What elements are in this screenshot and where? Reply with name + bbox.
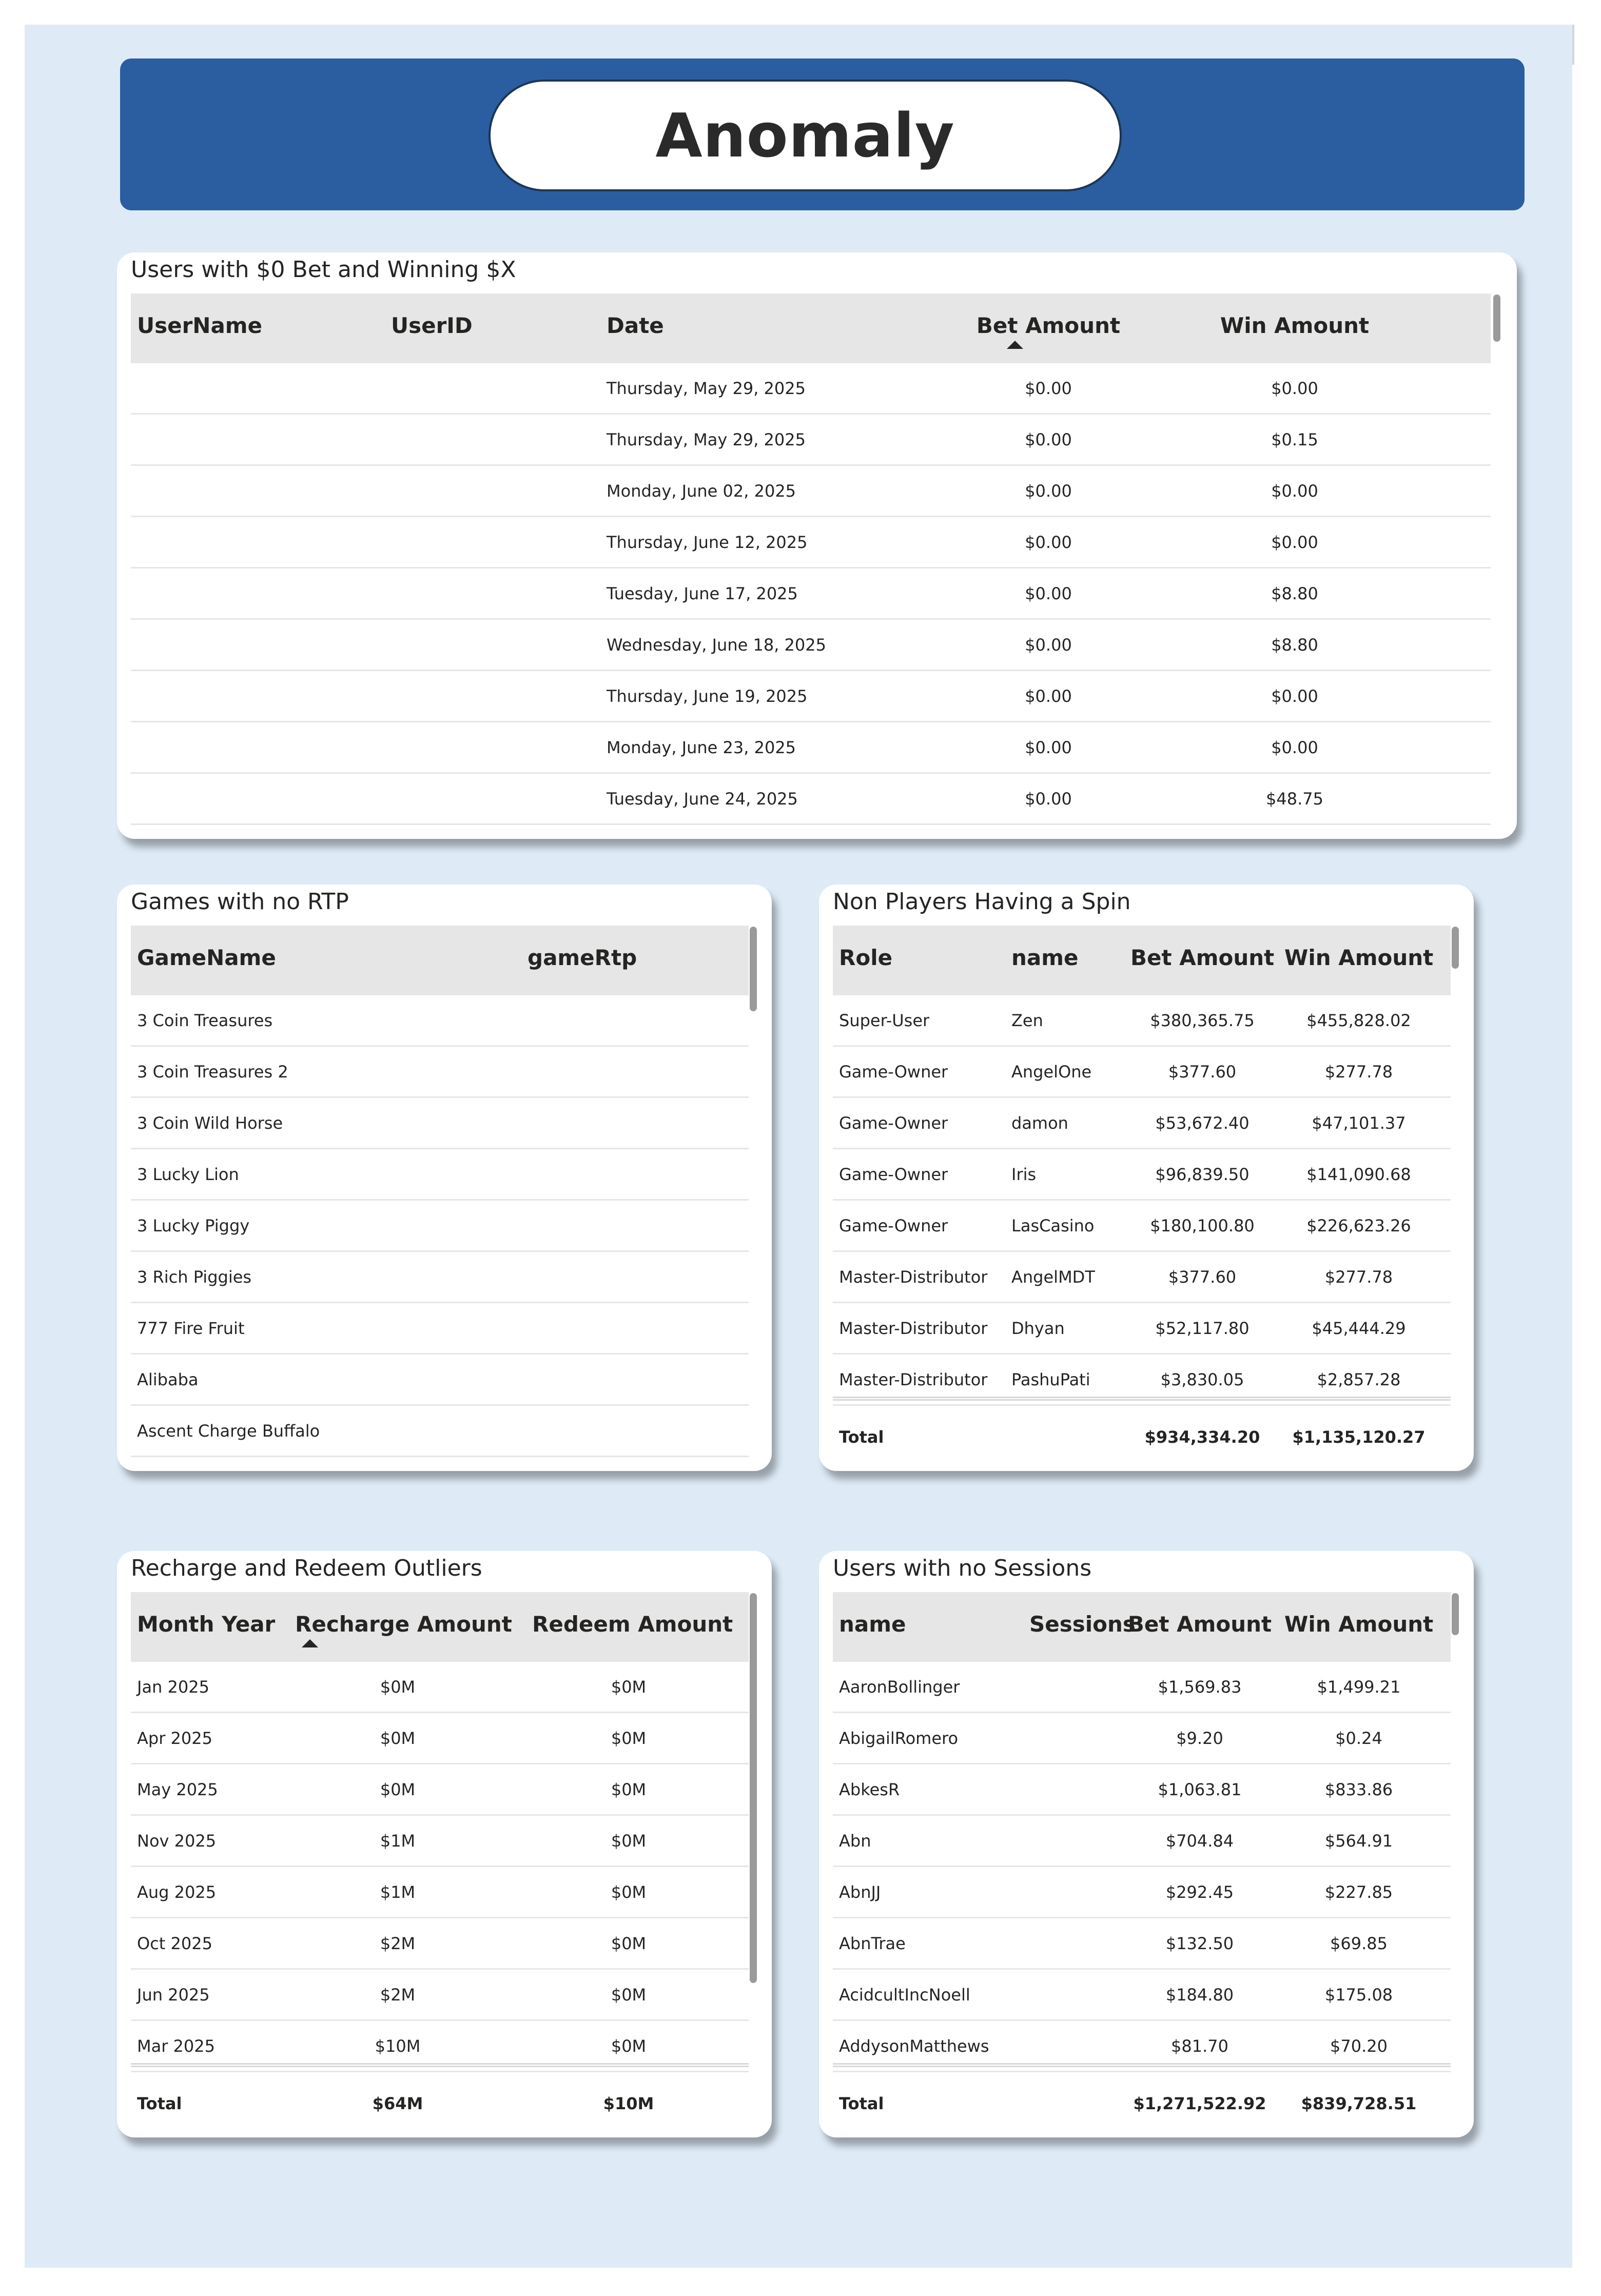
col-header-name[interactable]: name <box>1011 945 1079 970</box>
page-edge-rule <box>1572 25 1574 65</box>
total-separator <box>131 2063 749 2067</box>
table-header <box>131 926 749 995</box>
cell-win: $564.91 <box>1324 1831 1393 1851</box>
cell-redeem: $0M <box>611 1780 647 1799</box>
table-header <box>131 1592 749 1662</box>
col-header-bet[interactable]: Bet Amount <box>1127 1612 1272 1637</box>
cell-bet: $52,117.80 <box>1155 1319 1249 1338</box>
cell-win: $455,828.02 <box>1306 1011 1411 1030</box>
cell-bet: $377.60 <box>1168 1267 1237 1287</box>
cell-bet: $0.00 <box>1025 635 1072 655</box>
scrollbar-thumb[interactable] <box>750 927 757 1011</box>
scrollbar-thumb[interactable] <box>1452 927 1459 969</box>
table-row[interactable] <box>833 1149 1451 1201</box>
cell-date: Thursday, June 12, 2025 <box>607 533 808 552</box>
cell-date: Thursday, May 29, 2025 <box>607 430 806 449</box>
cell-win: $833.86 <box>1324 1780 1393 1799</box>
table-row[interactable] <box>131 415 1491 466</box>
cell-win: $226,623.26 <box>1306 1216 1411 1235</box>
table-row[interactable] <box>131 1867 749 1918</box>
table-row[interactable] <box>131 466 1491 517</box>
cell-name: 3 Rich Piggies <box>137 1267 252 1287</box>
cell-win: $0.24 <box>1335 1729 1382 1748</box>
no-rtp-card <box>117 885 772 1471</box>
cell-role: Game-Owner <box>839 1165 948 1184</box>
cell-name: 3 Coin Treasures 2 <box>137 1062 288 1082</box>
col-header-gamename[interactable]: GameName <box>137 945 276 970</box>
table-header <box>833 926 1451 995</box>
cell-name: AbkesR <box>839 1780 900 1799</box>
cell-name: Dhyan <box>1011 1319 1065 1338</box>
table-row[interactable] <box>131 671 1491 722</box>
cell-bet: $1,063.81 <box>1158 1780 1242 1799</box>
cell-bet: $81.70 <box>1171 2036 1228 2056</box>
cell-bet: $380,365.75 <box>1150 1011 1255 1030</box>
cell-redeem: $0M <box>611 2036 647 2056</box>
cell-win: $48.75 <box>1266 789 1323 809</box>
cell-bet: $0.00 <box>1025 481 1072 501</box>
cell-month: Apr 2025 <box>137 1729 212 1748</box>
table-header <box>131 293 1491 363</box>
cell-role: Game-Owner <box>839 1216 948 1235</box>
table-header <box>833 1592 1451 1662</box>
cell-win: $1,499.21 <box>1317 1677 1401 1697</box>
cell-role: Super-User <box>839 1011 930 1030</box>
cell-recharge: $1M <box>380 1831 416 1851</box>
table-row[interactable] <box>131 1149 749 1201</box>
col-header-win[interactable]: Win Amount <box>1220 313 1370 338</box>
total-redeem: $10M <box>603 2094 654 2113</box>
cell-date: Thursday, May 29, 2025 <box>607 379 806 398</box>
total-bet: $934,334.20 <box>1144 1427 1260 1447</box>
card-title: Games with no RTP <box>131 889 349 915</box>
cell-bet: $0.00 <box>1025 584 1072 603</box>
cell-win: $0.00 <box>1271 738 1318 757</box>
table-row[interactable] <box>833 1764 1451 1816</box>
cell-win: $47,101.37 <box>1312 1113 1406 1133</box>
cell-redeem: $0M <box>611 1729 647 1748</box>
total-separator <box>833 1397 1451 1401</box>
cell-bet: $0.00 <box>1025 430 1072 449</box>
table-row[interactable] <box>131 1201 749 1252</box>
cell-bet: $377.60 <box>1168 1062 1237 1082</box>
zero-bet-card <box>117 252 1517 839</box>
cell-win: $175.08 <box>1324 1985 1393 2005</box>
table-row[interactable] <box>833 1713 1451 1764</box>
cell-name: 777 Fire Fruit <box>137 1319 245 1338</box>
title-pill <box>489 80 1122 191</box>
cell-win: $227.85 <box>1324 1882 1393 1902</box>
total-win: $839,728.51 <box>1301 2094 1417 2113</box>
table-row[interactable] <box>131 1355 749 1406</box>
table-row[interactable] <box>131 774 1491 825</box>
cell-name: AbnJJ <box>839 1882 881 1902</box>
cell-name: 3 Coin Treasures <box>137 1011 273 1030</box>
cell-redeem: $0M <box>611 1677 647 1697</box>
cell-name: 3 Coin Wild Horse <box>137 1113 283 1133</box>
cell-redeem: $0M <box>611 1831 647 1851</box>
cell-name: AngelOne <box>1011 1062 1092 1082</box>
cell-redeem: $0M <box>611 1934 647 1953</box>
cell-win: $0.00 <box>1271 533 1318 552</box>
cell-month: Aug 2025 <box>137 1882 217 1902</box>
page-title: Anomaly <box>655 100 955 171</box>
sort-ascending-icon[interactable] <box>1007 341 1023 349</box>
cell-date: Monday, June 02, 2025 <box>607 481 796 501</box>
table-row[interactable] <box>833 1816 1451 1867</box>
non-players-card <box>819 885 1474 1471</box>
table-row[interactable] <box>131 1303 749 1355</box>
table-row[interactable] <box>131 1406 749 1457</box>
cell-name: Abn <box>839 1831 871 1851</box>
cell-name: 3 Lucky Piggy <box>137 1216 250 1235</box>
scrollbar-thumb[interactable] <box>1452 1593 1459 1635</box>
total-separator <box>833 2063 1451 2067</box>
col-header-username[interactable]: UserName <box>137 313 263 338</box>
col-header-role[interactable]: Role <box>839 945 893 970</box>
col-header-gamertp[interactable]: gameRtp <box>528 945 637 970</box>
cell-win: $141,090.68 <box>1306 1165 1411 1184</box>
cell-name: Iris <box>1011 1165 1037 1184</box>
cell-role: Game-Owner <box>839 1113 948 1133</box>
cell-role: Master-Distributor <box>839 1267 988 1287</box>
cell-bet: $132.50 <box>1165 1934 1234 1953</box>
cell-bet: $53,672.40 <box>1155 1113 1249 1133</box>
table-row[interactable] <box>833 1970 1451 2021</box>
cell-month: Oct 2025 <box>137 1934 212 1953</box>
cell-name: AbnTrae <box>839 1934 906 1953</box>
recharge-card <box>117 1551 772 2137</box>
table-row[interactable] <box>131 995 749 1047</box>
cell-name: AngelMDT <box>1011 1267 1095 1287</box>
cell-month: May 2025 <box>137 1780 218 1799</box>
cell-role: Master-Distributor <box>839 1370 988 1389</box>
cell-bet: $0.00 <box>1025 738 1072 757</box>
cell-date: Tuesday, June 24, 2025 <box>607 789 798 809</box>
cell-date: Monday, June 23, 2025 <box>607 738 796 757</box>
cell-bet: $704.84 <box>1165 1831 1234 1851</box>
cell-name: 3 Lucky Lion <box>137 1165 239 1184</box>
cell-role: Game-Owner <box>839 1062 948 1082</box>
sort-ascending-icon[interactable] <box>302 1639 318 1647</box>
cell-name: Alibaba <box>137 1370 199 1389</box>
cell-recharge: $1M <box>380 1882 416 1902</box>
cell-date: Tuesday, June 17, 2025 <box>607 584 798 603</box>
table-row[interactable] <box>131 1816 749 1867</box>
table-row[interactable] <box>833 1918 1451 1970</box>
cell-win: $8.80 <box>1271 635 1318 655</box>
cell-month: Jun 2025 <box>137 1985 210 2005</box>
table-row[interactable] <box>131 363 1491 415</box>
cell-bet: $9.20 <box>1176 1729 1223 1748</box>
table-row[interactable] <box>131 1764 749 1816</box>
col-header-month[interactable]: Month Year <box>137 1612 276 1637</box>
col-header-date[interactable]: Date <box>607 313 664 338</box>
card-title: Non Players Having a Spin <box>833 889 1131 915</box>
cell-bet: $0.00 <box>1025 533 1072 552</box>
col-header-bet[interactable]: Bet Amount <box>1130 945 1275 970</box>
table-row[interactable] <box>833 1201 1451 1252</box>
cell-recharge: $0M <box>380 1780 416 1799</box>
cell-win: $0.00 <box>1271 379 1318 398</box>
table-row[interactable] <box>131 722 1491 774</box>
table-row[interactable] <box>131 1970 749 2021</box>
cell-name: AbigailRomero <box>839 1729 959 1748</box>
cell-role: Master-Distributor <box>839 1319 988 1338</box>
cell-month: Mar 2025 <box>137 2036 215 2056</box>
cell-date: Thursday, June 19, 2025 <box>607 686 808 706</box>
total-label: Total <box>839 1427 884 1447</box>
table-row[interactable] <box>131 620 1491 671</box>
table-row[interactable] <box>833 1662 1451 1713</box>
cell-bet: $292.45 <box>1165 1882 1234 1902</box>
cell-win: $69.85 <box>1330 1934 1388 1953</box>
table-row[interactable] <box>833 1098 1451 1149</box>
cell-bet: $180,100.80 <box>1150 1216 1255 1235</box>
cell-recharge: $0M <box>380 1677 416 1697</box>
cell-name: PashuPati <box>1011 1370 1090 1389</box>
cell-name: AcidcultIncNoell <box>839 1985 970 2005</box>
table-row[interactable] <box>131 1662 749 1713</box>
table-row[interactable] <box>131 1252 749 1303</box>
table-row[interactable] <box>131 1047 749 1098</box>
card-title: Recharge and Redeem Outliers <box>131 1555 482 1581</box>
table-row[interactable] <box>833 995 1451 1047</box>
cell-recharge: $2M <box>380 1985 416 2005</box>
cell-bet: $0.00 <box>1025 686 1072 706</box>
cell-bet: $0.00 <box>1025 789 1072 809</box>
cell-recharge: $0M <box>380 1729 416 1748</box>
table-row[interactable] <box>833 1867 1451 1918</box>
total-label: Total <box>839 2094 884 2113</box>
cell-bet: $0.00 <box>1025 379 1072 398</box>
cell-redeem: $0M <box>611 1882 647 1902</box>
table-row[interactable] <box>131 568 1491 620</box>
table-row[interactable] <box>131 1918 749 1970</box>
total-win: $1,135,120.27 <box>1292 1427 1426 1447</box>
no-sessions-card <box>819 1551 1474 2137</box>
cell-win: $277.78 <box>1324 1062 1393 1082</box>
col-header-sessions[interactable]: Sessions <box>1029 1612 1136 1637</box>
table-row[interactable] <box>131 517 1491 568</box>
col-header-bet[interactable]: Bet Amount <box>976 313 1121 338</box>
card-title: Users with $0 Bet and Winning $X <box>131 257 516 283</box>
cell-name: AddysonMatthews <box>839 2036 989 2056</box>
cell-month: Nov 2025 <box>137 1831 217 1851</box>
cell-month: Jan 2025 <box>137 1677 209 1697</box>
cell-bet: $184.80 <box>1165 1985 1234 2005</box>
cell-win: $277.78 <box>1324 1267 1393 1287</box>
cell-name: Zen <box>1011 1011 1043 1030</box>
cell-recharge: $10M <box>375 2036 421 2056</box>
scrollbar-thumb[interactable] <box>1493 295 1500 342</box>
col-header-name[interactable]: name <box>839 1612 906 1637</box>
card-title: Users with no Sessions <box>833 1555 1092 1581</box>
cell-bet: $3,830.05 <box>1160 1370 1244 1389</box>
cell-win: $0.15 <box>1271 430 1318 449</box>
cell-win: $70.20 <box>1330 2036 1388 2056</box>
cell-name: LasCasino <box>1011 1216 1095 1235</box>
cell-name: AaronBollinger <box>839 1677 960 1697</box>
total-label: Total <box>137 2094 182 2113</box>
cell-bet: $1,569.83 <box>1158 1677 1242 1697</box>
cell-recharge: $2M <box>380 1934 416 1953</box>
total-bet: $1,271,522.92 <box>1133 2094 1266 2113</box>
cell-bet: $96,839.50 <box>1155 1165 1249 1184</box>
cell-name: Ascent Charge Buffalo <box>137 1421 320 1441</box>
total-recharge: $64M <box>372 2094 423 2113</box>
cell-win: $45,444.29 <box>1312 1319 1406 1338</box>
col-header-win[interactable]: Win Amount <box>1284 1612 1434 1637</box>
cell-redeem: $0M <box>611 1985 647 2005</box>
cell-win: $0.00 <box>1271 686 1318 706</box>
cell-name: damon <box>1011 1113 1068 1133</box>
col-header-win[interactable]: Win Amount <box>1284 945 1434 970</box>
scrollbar-thumb[interactable] <box>750 1593 757 1983</box>
col-header-userid[interactable]: UserID <box>391 313 473 338</box>
cell-date: Wednesday, June 18, 2025 <box>607 635 826 655</box>
table-row[interactable] <box>833 1303 1451 1355</box>
col-header-recharge[interactable]: Recharge Amount <box>295 1612 512 1637</box>
cell-win: $0.00 <box>1271 481 1318 501</box>
table-row[interactable] <box>131 1713 749 1764</box>
cell-win: $2,857.28 <box>1317 1370 1401 1389</box>
cell-win: $8.80 <box>1271 584 1318 603</box>
table-row[interactable] <box>131 1098 749 1149</box>
col-header-redeem[interactable]: Redeem Amount <box>532 1612 733 1637</box>
table-row[interactable] <box>833 1252 1451 1303</box>
table-row[interactable] <box>833 1047 1451 1098</box>
